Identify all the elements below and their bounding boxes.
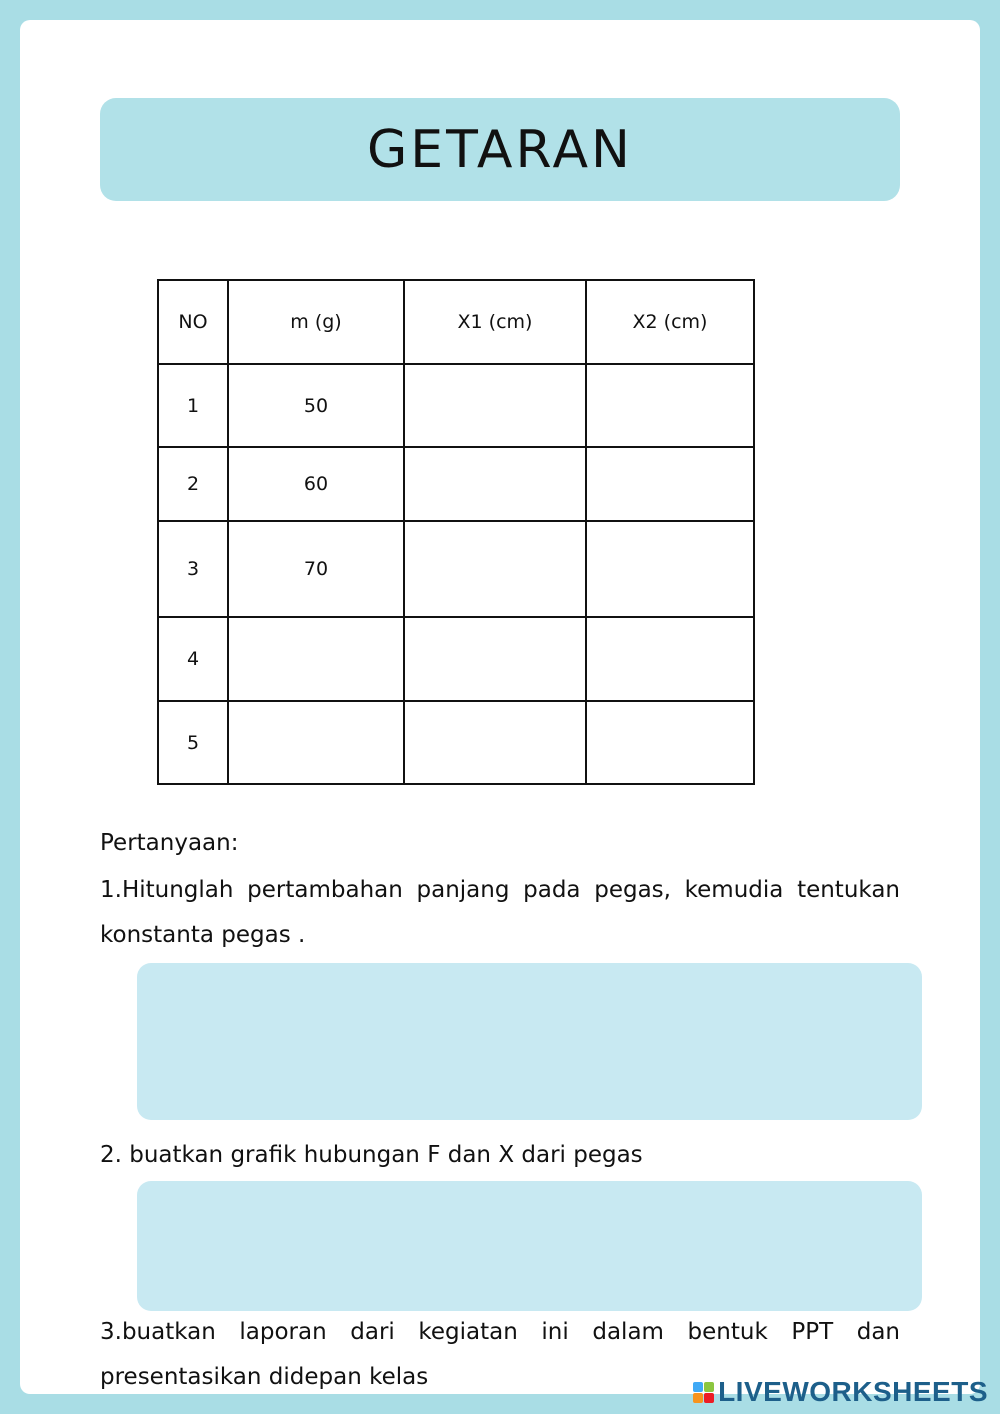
cell-no: 4 bbox=[158, 617, 228, 701]
liveworksheets-logo-icon bbox=[693, 1382, 714, 1403]
cell-mass: 50 bbox=[228, 364, 404, 447]
cell-x2-input[interactable] bbox=[586, 521, 754, 617]
liveworksheets-watermark bbox=[693, 1376, 988, 1408]
cell-x2-input[interactable] bbox=[586, 617, 754, 701]
watermark-text: LIVEWORKSHEETS bbox=[718, 1376, 988, 1407]
table-row bbox=[158, 447, 754, 521]
cell-no: 2 bbox=[158, 447, 228, 521]
cell-no: 5 bbox=[158, 701, 228, 784]
cell-x2-input[interactable] bbox=[586, 364, 754, 447]
cell-no: 1 bbox=[158, 364, 228, 447]
data-table bbox=[157, 279, 755, 785]
cell-x1-input[interactable] bbox=[404, 447, 586, 521]
questions-heading: Pertanyaan: bbox=[100, 830, 239, 856]
header-x2: X2 (cm) bbox=[586, 280, 754, 364]
cell-x2-input[interactable] bbox=[586, 701, 754, 784]
header-no: NO bbox=[158, 280, 228, 364]
header-mass: m (g) bbox=[228, 280, 404, 364]
question-1: 1.Hitunglah pertambahan panjang pada pegas, kemudia tentukan konstanta pegas . bbox=[100, 877, 900, 948]
cell-mass-input[interactable] bbox=[228, 701, 404, 784]
cell-no: 3 bbox=[158, 521, 228, 617]
table-row bbox=[158, 701, 754, 784]
cell-x1-input[interactable] bbox=[404, 364, 586, 447]
title-banner bbox=[100, 98, 900, 201]
answer-box-1[interactable] bbox=[137, 963, 922, 1120]
question-3: 3.buatkan laporan dari kegiatan ini dalam bentuk PPT dan presentasikan didepan kelas bbox=[100, 1319, 900, 1390]
cell-x2-input[interactable] bbox=[586, 447, 754, 521]
question-2: 2. buatkan grafik hubungan F dan X dari pegas bbox=[100, 1142, 643, 1168]
cell-mass-input[interactable] bbox=[228, 617, 404, 701]
cell-x1-input[interactable] bbox=[404, 701, 586, 784]
cell-x1-input[interactable] bbox=[404, 521, 586, 617]
table-row bbox=[158, 364, 754, 447]
answer-box-2[interactable] bbox=[137, 1181, 922, 1311]
cell-mass: 70 bbox=[228, 521, 404, 617]
header-x1: X1 (cm) bbox=[404, 280, 586, 364]
cell-x1-input[interactable] bbox=[404, 617, 586, 701]
table-row bbox=[158, 617, 754, 701]
cell-mass: 60 bbox=[228, 447, 404, 521]
table-row bbox=[158, 521, 754, 617]
page-title: GETARAN bbox=[367, 119, 633, 180]
table-header-row bbox=[158, 280, 754, 364]
